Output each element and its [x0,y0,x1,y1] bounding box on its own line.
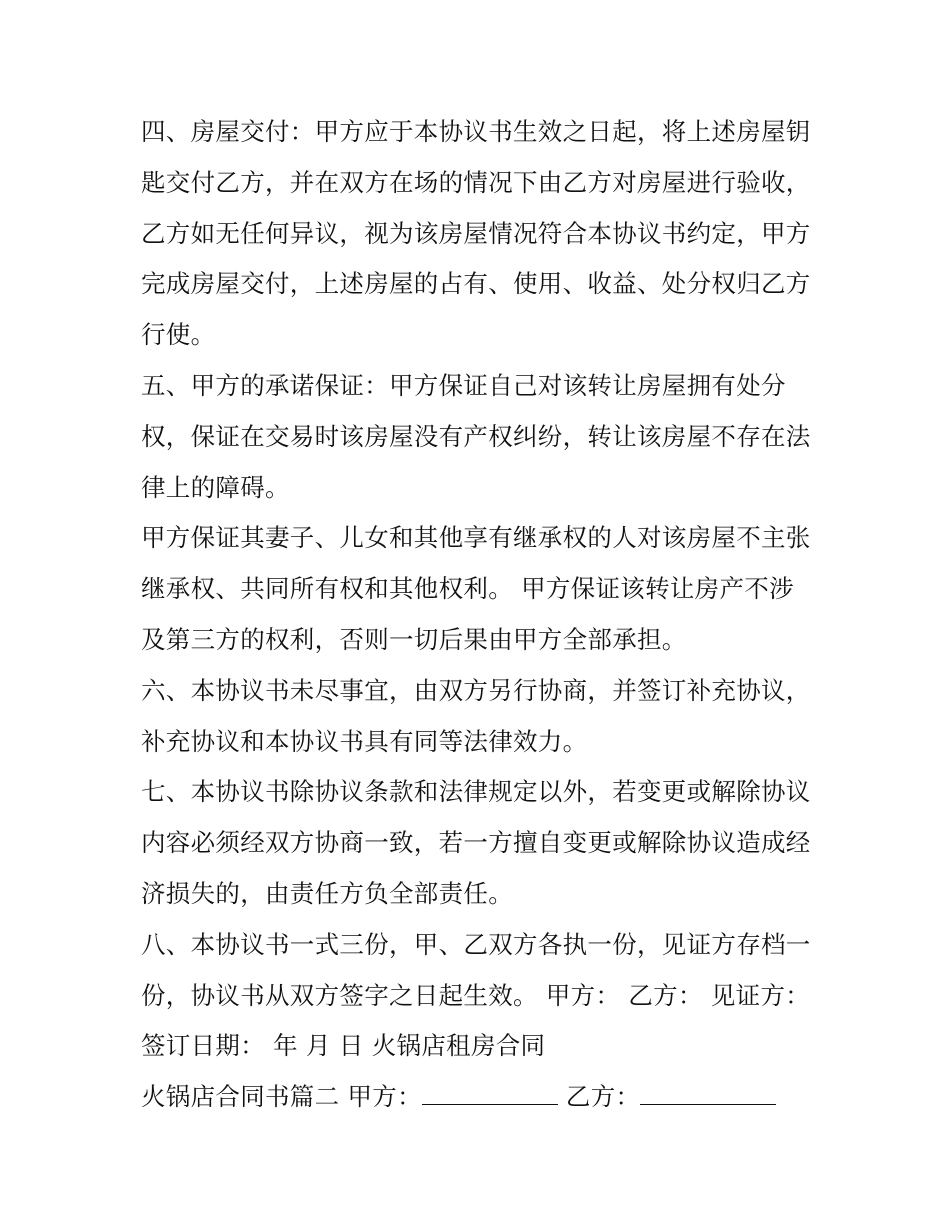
party-b-label: 乙方： [565,1082,641,1112]
text-line: 及第三方的权利，否则一切后果由甲方全部承担。 [141,624,687,654]
text-line: 权，保证在交易时该房屋没有产权纠纷，转让该房屋不存在法 [141,421,811,451]
contract-title: 火锅店合同书篇二 [141,1082,348,1112]
text-line: 七、本协议书除协议条款和法律规定以外，若变更或解除协议 [141,777,811,807]
text-line: 匙交付乙方，并在双方在场的情况下由乙方对房屋进行验收， [141,167,811,197]
contract-title-line [141,1072,821,1123]
text-line: 八、本协议书一式三份，甲、乙双方各执一份，见证方存档一 [141,929,811,959]
text-line: 完成房屋交付，上述房屋的占有、使用、收益、处分权归乙方 [141,269,811,299]
text-line: 补充协议和本协议书具有同等法律效力。 [141,726,588,756]
party-b-blank [640,1084,776,1105]
text-line: 五、甲方的承诺保证：甲方保证自己对该转让房屋拥有处分 [141,370,786,400]
party-a-label: 甲方： [347,1082,422,1112]
text-line: 律上的障碍。 [141,472,290,502]
text-line: 继承权、共同所有权和其他权利。 甲方保证该转让房产不涉 [141,574,794,604]
text-line: 六、本协议书未尽事宜，由双方另行协商，并签订补充协议， [141,675,811,705]
text-line: 份，协议书从双方签字之日起生效。 甲方： 乙方： 见证方： [141,980,811,1010]
text-line: 签订日期： 年 月 日 火锅店租房合同 [141,1031,546,1061]
text-line: 济损失的，由责任方负全部责任。 [141,878,513,908]
party-a-blank [422,1084,558,1105]
text-line: 内容必须经双方协商一致，若一方擅自变更或解除协议造成经 [141,828,811,858]
text-line: 行使。 [141,320,216,350]
text-line: 乙方如无任何异议，视为该房屋情况符合本协议书约定，甲方 [141,218,811,248]
document-body [141,107,821,1123]
text-line: 甲方保证其妻子、儿女和其他享有继承权的人对该房屋不主张 [141,523,811,553]
text-line: 四、房屋交付：甲方应于本协议书生效之日起，将上述房屋钥 [141,117,811,146]
